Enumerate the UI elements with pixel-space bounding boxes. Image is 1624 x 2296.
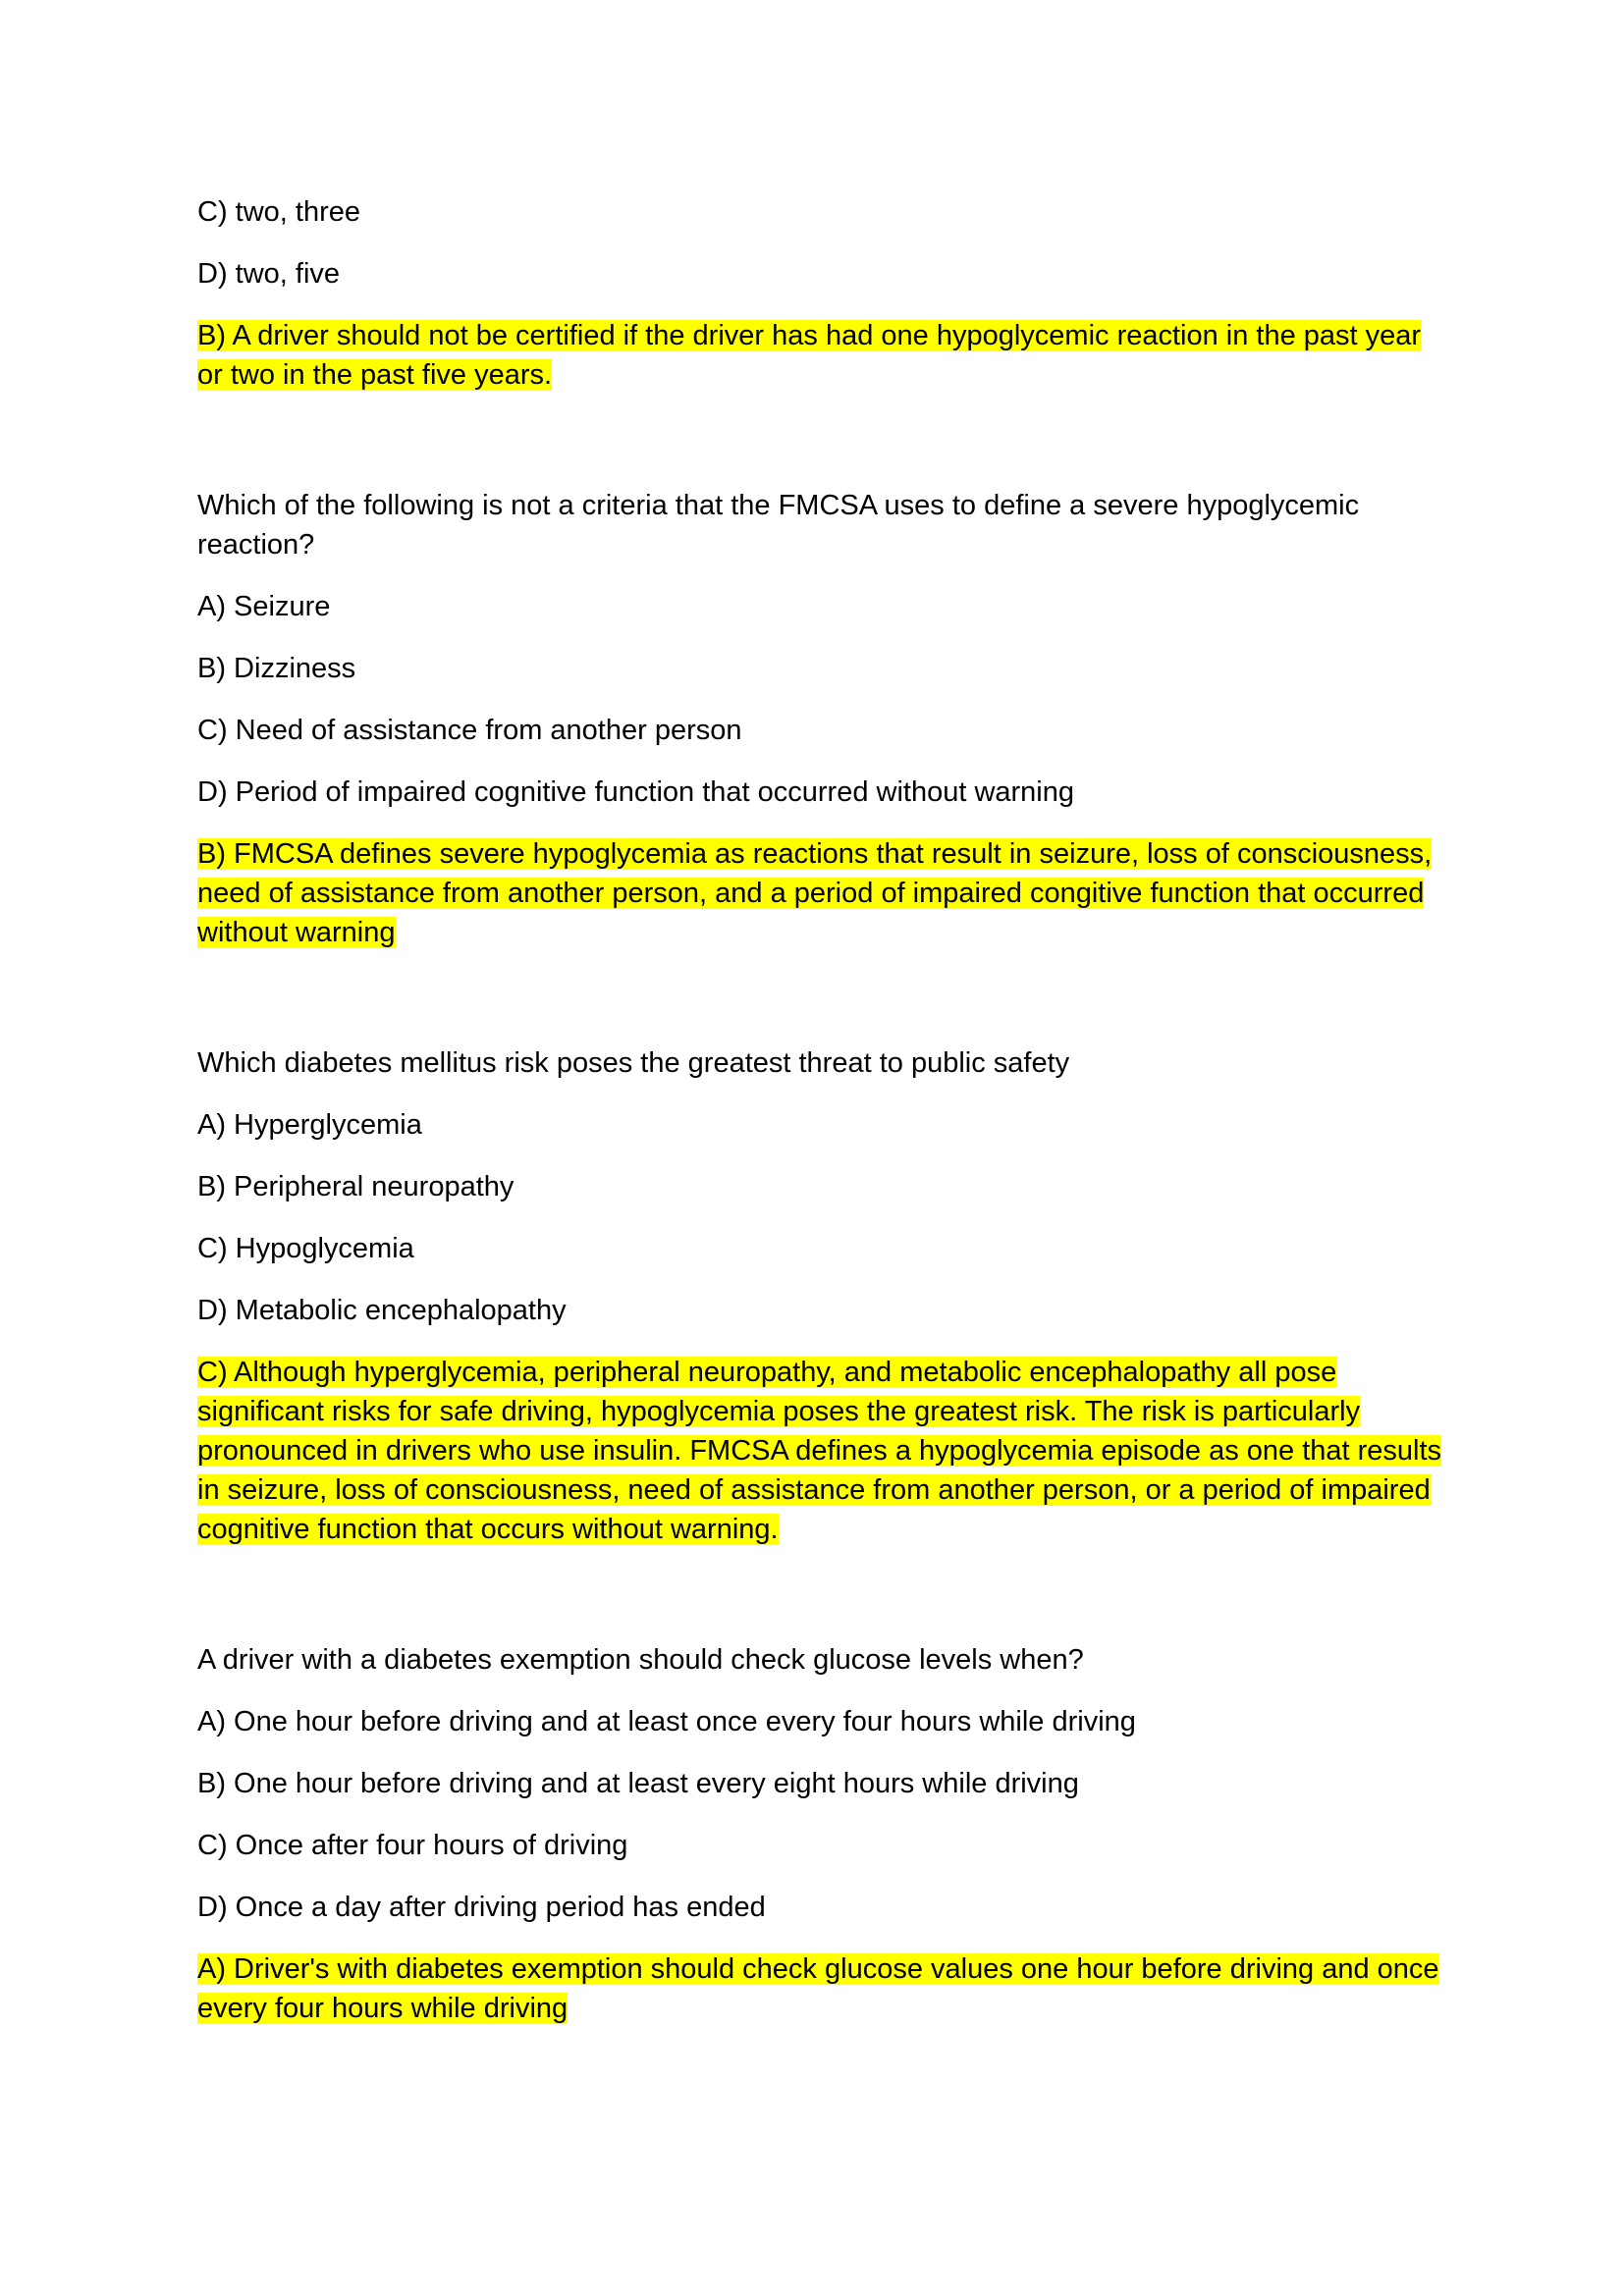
question-block-2	[197, 486, 1444, 952]
option-c: C) Hypoglycemia	[197, 1233, 414, 1264]
answer-highlight: B) A driver should not be certified if the driver has had one hypoglycemic reaction in the past year or two in the past five years.	[197, 320, 1422, 391]
option-d: D) two, five	[197, 258, 341, 290]
answer-highlight: B) FMCSA defines severe hypoglycemia as reactions that result in seizure, loss of consciousness, need of assistance from another person, and a period of impaired congitive function that occurred without warning	[197, 838, 1433, 948]
option-a: A) Seizure	[197, 591, 331, 622]
question-block-3	[197, 1043, 1444, 1549]
question-block-4	[197, 1640, 1444, 2028]
answer-explanation	[197, 316, 1444, 395]
question-block-1	[197, 192, 1444, 395]
answer-explanation	[197, 834, 1444, 952]
option-b: B) Dizziness	[197, 653, 356, 684]
answer-highlight: C) Although hyperglycemia, peripheral neuropathy, and metabolic encephalopathy all pose significant risks for safe driving, hypoglycemia poses the greatest risk. The risk is particularly pronounced in drivers who use insulin. FMCSA defines a hypoglycemia episode as one that results in seizure, loss of consciousness, need of assistance from another person, or a period of impaired cognitive function that occurs without warning.	[197, 1357, 1442, 1545]
answer-highlight: A) Driver's with diabetes exemption should check glucose values one hour before driving and once every four hours while driving	[197, 1953, 1439, 2024]
document-page	[197, 192, 1444, 2051]
question-text: A driver with a diabetes exemption should check glucose levels when?	[197, 1644, 1084, 1676]
option-d: D) Period of impaired cognitive function that occurred without warning	[197, 776, 1075, 808]
option-c: C) Once after four hours of driving	[197, 1830, 628, 1861]
answer-explanation	[197, 1353, 1444, 1549]
option-c: C) two, three	[197, 196, 360, 228]
option-d: D) Metabolic encephalopathy	[197, 1295, 567, 1326]
option-d: D) Once a day after driving period has ended	[197, 1892, 766, 1923]
option-b: B) Peripheral neuropathy	[197, 1171, 514, 1202]
question-text: Which of the following is not a criteria that the FMCSA uses to define a severe hypoglycemic reaction?	[197, 490, 1360, 561]
question-text: Which diabetes mellitus risk poses the greatest threat to public safety	[197, 1047, 1070, 1079]
option-a: A) One hour before driving and at least once every four hours while driving	[197, 1706, 1136, 1737]
option-c: C) Need of assistance from another person	[197, 715, 742, 746]
option-b: B) One hour before driving and at least every eight hours while driving	[197, 1768, 1079, 1799]
answer-explanation	[197, 1949, 1444, 2028]
option-a: A) Hyperglycemia	[197, 1109, 422, 1141]
